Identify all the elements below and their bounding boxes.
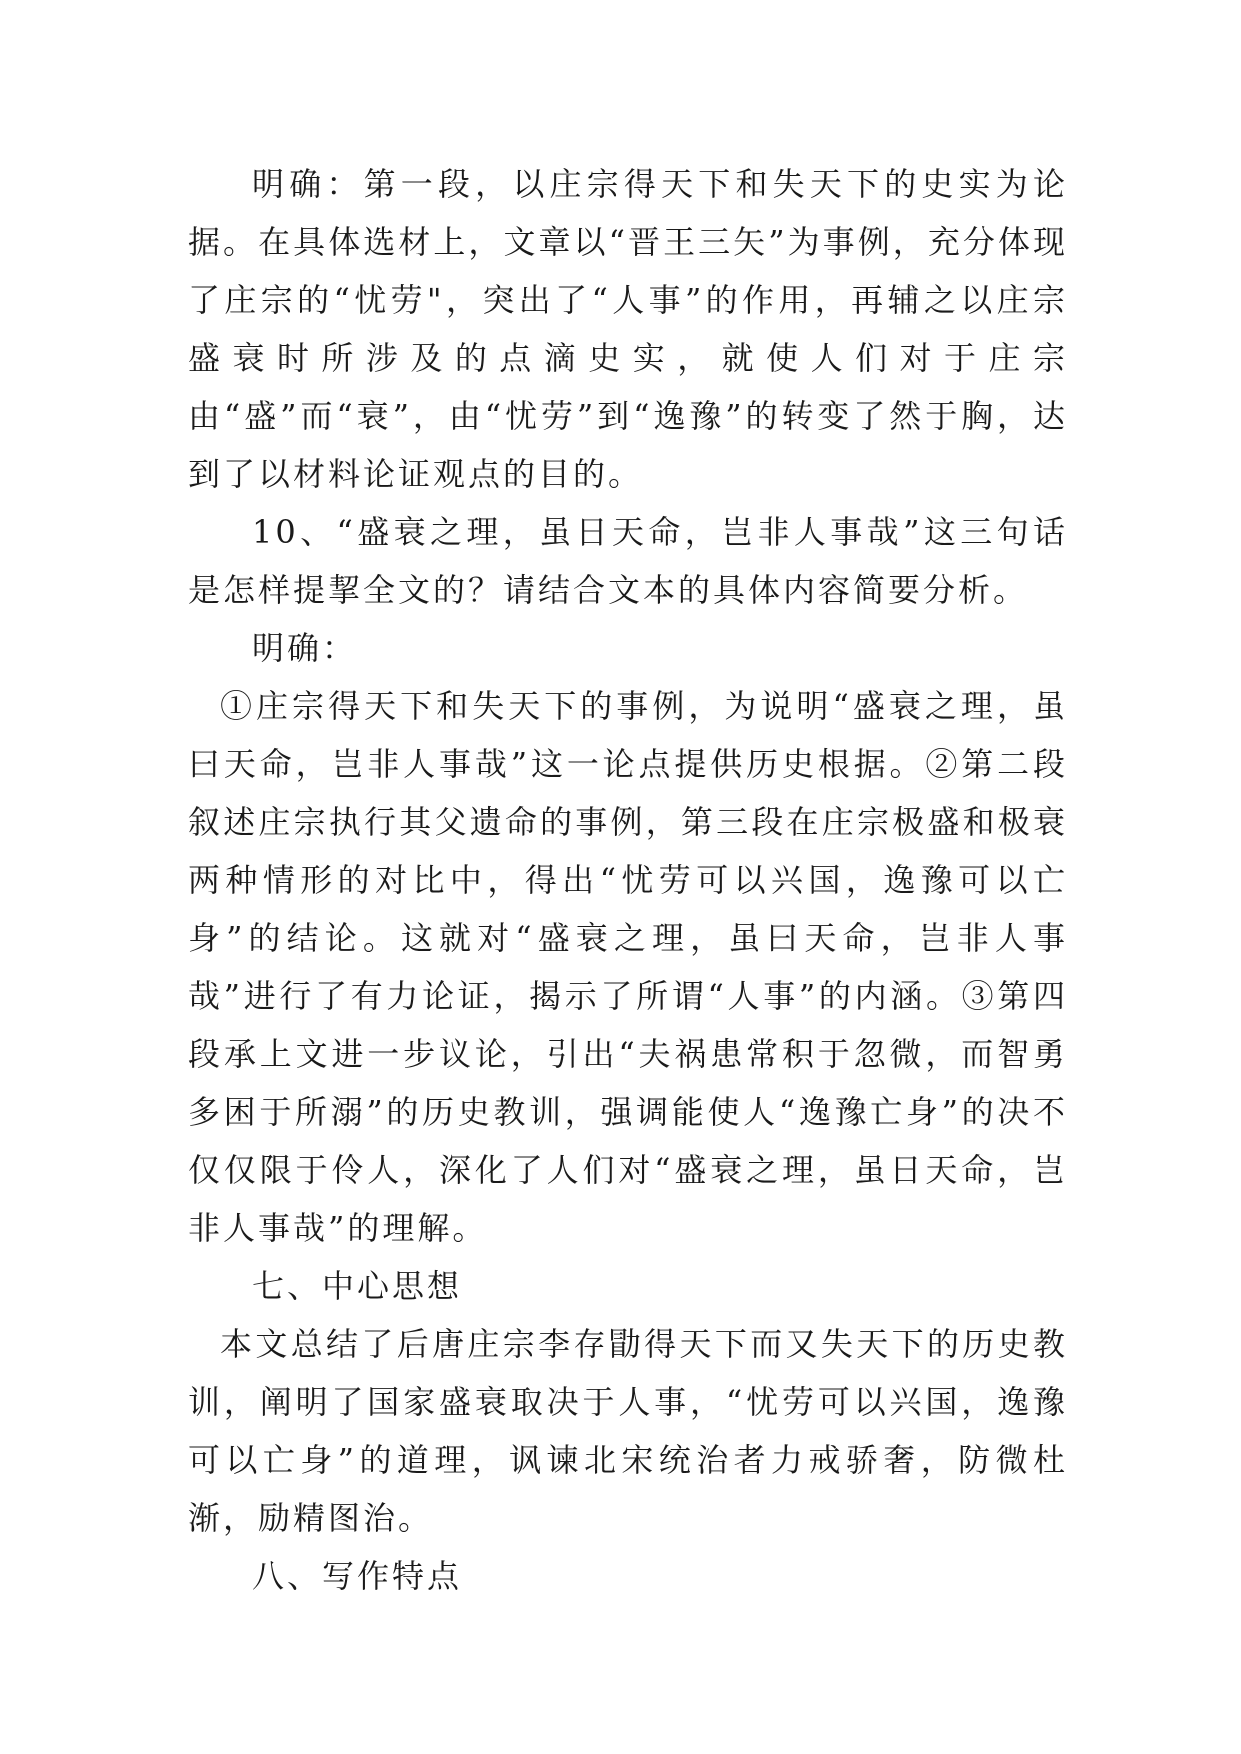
answer-paragraph-1: 明确：第一段，以庄宗得天下和失天下的史实为论据。在具体选材上，文章以“晋王三矢”为事例，充分体现了庄宗的“忧劳"，突出了“人事”的作用，再辅之以庄宗盛衰时所涉及的点滴史实，就使人们对于庄宗由“盛”而“衰”，由“忧劳”到“逸豫”的转变了然于胸，达到了以材料论证观点的目的。 — [188, 165, 1068, 493]
section-heading-central-idea: 七、中心思想 — [252, 1267, 463, 1305]
section-heading-writing-features: 八、写作特点 — [252, 1557, 463, 1595]
central-idea-paragraph: 本文总结了后唐庄宗李存勖得天下而又失天下的历史教训，阐明了国家盛衰取决于人事，“忧劳可以兴国，逸豫可以亡身”的道理，讽谏北宋统治者力戒骄奢，防微杜渐，励精图治。 — [188, 1325, 1068, 1537]
answer-paragraph-2: ①庄宗得天下和失天下的事例，为说明“盛衰之理，虽曰天命，岂非人事哉”这一论点提供历史根据。②第二段叙述庄宗执行其父遗命的事例，第三段在庄宗极盛和极衰两种情形的对比中，得出“忧劳可以兴国，逸豫可以亡身”的结论。这就对“盛衰之理，虽曰天命，岂非人事哉”进行了有力论证，揭示了所谓“人事”的内涵。③第四段承上文进一步议论，引出“夫祸患常积于忽微，而智勇多困于所溺”的历史教训，强调能使人“逸豫亡身”的决不仅仅限于伶人，深化了人们对“盛衰之理，虽日天命，岂非人事哉”的理解。 — [188, 687, 1068, 1247]
answer-label: 明确： — [252, 629, 358, 667]
question-10: 10、“盛衰之理，虽日天命，岂非人事哉”这三句话是怎样提挈全文的？请结合文本的具体内容简要分析。 — [188, 513, 1068, 609]
document-body — [188, 155, 1068, 1605]
